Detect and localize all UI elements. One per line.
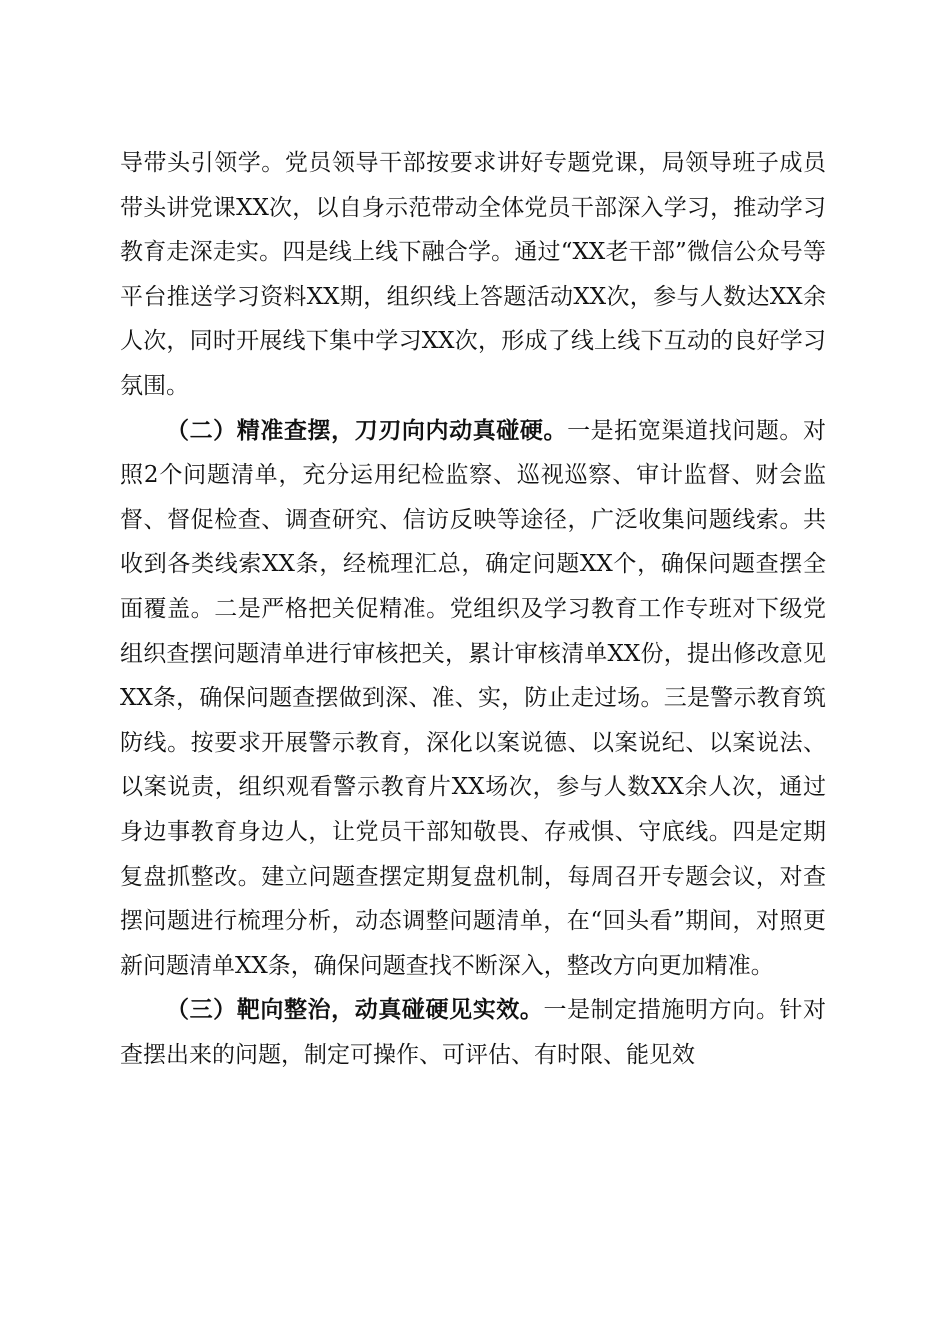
section-heading-3: （三）靶向整治，动真碰硬见实效。 (166, 996, 544, 1024)
paragraph-1-text: 导带头引领学。党员领导干部按要求讲好专题党课，局领导班子成员带头讲党课XX次，以自身示范带动全体党员干部深入学习，推动学习教育走深走实。四是线上线下融合学。通过“XX老干部”微信公众号等平台推送学习资料XX期，组织线上答题活动XX次，参与人数达XX余人次，同时开展线下集中学习XX次，形成了线上线下互动的良好学习氛围。 (120, 150, 826, 399)
paragraph-3 (120, 988, 826, 1077)
section-heading-2: （二）精准查摆，刀刃向内动真碰硬。 (166, 416, 568, 444)
paragraph-3-text: 一是制定措施明方向。针对查摆出来的问题，制定可操作、可评估、有时限、能见效 (120, 997, 827, 1068)
paragraph-1 (120, 141, 826, 409)
document-body (120, 141, 826, 1077)
paragraph-2 (120, 409, 826, 989)
paragraph-2-text: 一是拓宽渠道找问题。对照2个问题清单，充分运用纪检监察、巡视巡察、审计监督、财会监督、督促检查、调查研究、信访反映等途径，广泛收集问题线索。共收到各类线索XX条，经梳理汇总，确定问题XX个，确保问题查摆全面覆盖。二是严格把关促精准。党组织及学习教育工作专班对下级党组织查摆问题清单进行审核把关，累计审核清单XX份，提出修改意见XX条，确保问题查摆做到深、准、实，防止走过场。三是警示教育筑防线。按要求开展警示教育，深化以案说德、以案说纪、以案说法、以案说责，组织观看警示教育片XX场次，参与人数XX余人次，通过身边事教育身边人，让党员干部知敬畏、存戒惧、守底线。四是定期复盘抓整改。建立问题查摆定期复盘机制，每周召开专题会议，对查摆问题进行梳理分析，动态调整问题清单，在“回头看”期间，对照更新问题清单XX条，确保问题查找不断深入，整改方向更加精准。 (120, 417, 827, 979)
